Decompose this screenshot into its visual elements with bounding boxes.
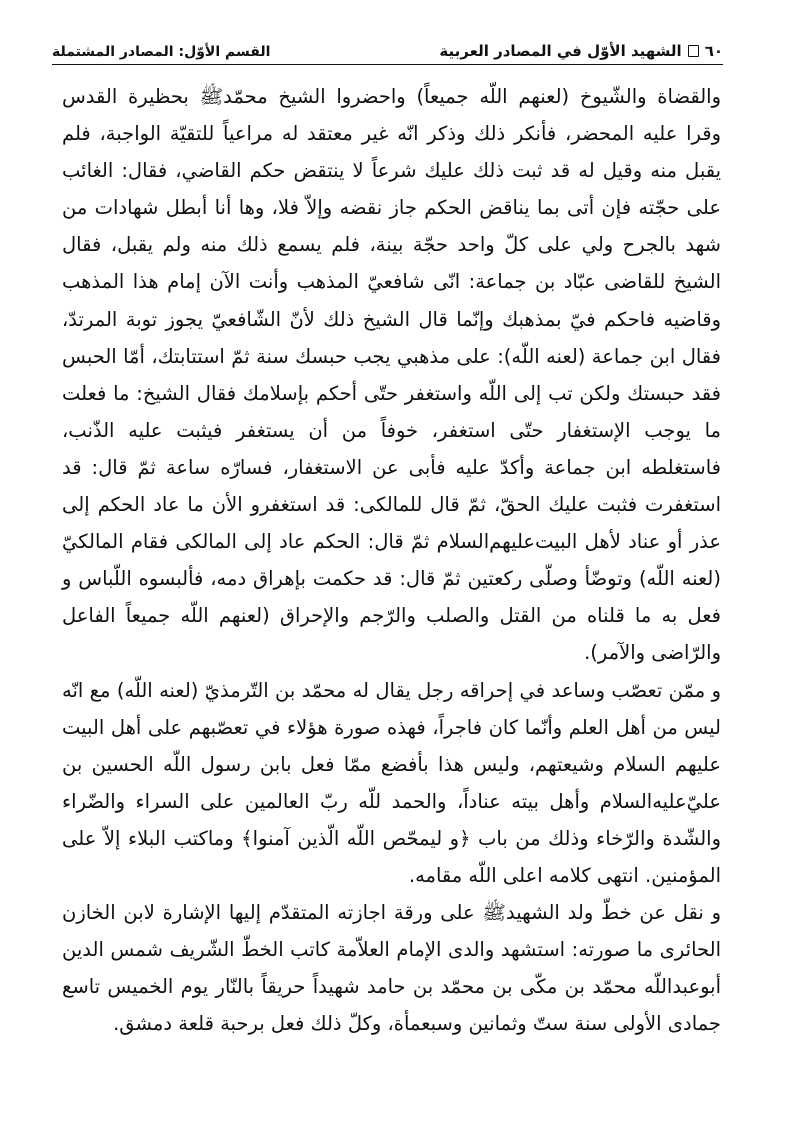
- book-title: الشهيد الأوّل في المصادر العربية: [439, 42, 682, 60]
- square-ornament-icon: [688, 45, 699, 57]
- page-number: ٦٠: [704, 42, 723, 60]
- paragraph-2: و ممّن تعصّب وساعد في إحراقه رجل يقال له محمّد بن التّرمذيّ (لعنه اللّه) مع انّه ليس من أهل العلم وأنّما كان فاجراً، فهذه صورة هؤلاء في تعصّبهم على أهل البيت عليهم السلام وشيعتهم، وليس هذا بأفضع ممّا فعل بابن رسول اللّه الحسين بن عليّ‌عليه‌السلام وأهل بيته عناداً، والحمد للّه ربّ العالمين على السراء والضّراء والشّدة والرّخاء وذلك من باب ﴿و ليمحّص اللّه الّذين آمنوا﴾ وماكتب البلاء إلاّ على المؤمنين. انتهى كلامه اعلى اللّه مقامه.: [62, 678, 721, 887]
- paragraph-3: و نقل عن خطّ ولد الشهيدﷺ على ورقة اجازته المتقدّم إليها الإشارة لابن الخازن الحائرى ما صورته: استشهد والدى الإمام العلاّمة كاتب الخطّ الشّريف شمس الدين أبوعبداللّه محمّد بن مكّى بن محمّد بن حامد شهيداً حريقاً بالنّار يوم الخميس تاسع جمادى الأولى سنة ستّ وثمانين وسبعمأة، وكلّ ذلك فعل برحبة قلعة دمشق.: [62, 901, 721, 1036]
- section-title: القسم الأوّل: المصادر المشتملة: [52, 44, 271, 60]
- header-right-group: [439, 42, 723, 60]
- page-header: [52, 30, 723, 65]
- paragraph-1: والقضاة والشّيوخ (لعنهم اللّه جميعاً) واحضروا الشيخ محمّدﷺ بحظيرة القدس وقرا عليه المحضر، فأنكر ذلك وذكر انّه غير معتقد له مراعياً للتقيّة الواجبة، فلم يقبل منه وقيل له قد ثبت ذلك عليك شرعاً لا ينتقض حكم القاضي، فقال: الغائب على حجّته فإن أتى بما يناقض الحكم جاز نقضه وإلاّ فلا، وها أنا أبطل شهادات من شهد بالجرح ولي على كلّ واحد حجّة بينة، فلم يسمع ذلك منه ولم يقبل، فقال الشيخ للقاضى عبّاد بن جماعة: انّى شافعيّ المذهب وأنت الآن إمام هذا المذهب وقاضيه فاحكم فيّ بمذهبك وإنّما قال الشيخ ذلك لأنّ الشّافعيّ يجوز توبة المرتدّ، فقال ابن جماعة (لعنه اللّه): على مذهبي يجب حبسك سنة ثمّ استتابتك، أمّا الحبس فقد حبستك ولكن تب إلى اللّه واستغفر حتّى أحكم بإسلامك فقال الشيخ: ما فعلت ما يوجب الإستغفار حتّى استغفر، خوفاً من أن يستغفر فيثبت عليه الذّنب، فاستغلطه ابن جماعة وأكدّ عليه فأبى عن الاستغفار، فسارّه ساعة ثمّ قال: قد استغفرت فثبت عليك الحقّ، ثمّ قال للمالكى: قد استغفرو الأن ما عاد الحكم إلى عذر أو عناد لأهل البيت‌عليهم‌السلام ثمّ قال: الحكم عاد إلى المالكى فقام المالكيّ (لعنه اللّه) وتوضّأ وصلّى ركعتين ثمّ قال: قد حكمت بإهراق دمه، فألبسوه اللّباس و فعل به ما قلناه من القتل والصلب والرّجم والإحراق (لعنهم اللّه جميعاً الفاعل والرّاضى والآمر).: [62, 85, 721, 665]
- body-text: [62, 78, 721, 1042]
